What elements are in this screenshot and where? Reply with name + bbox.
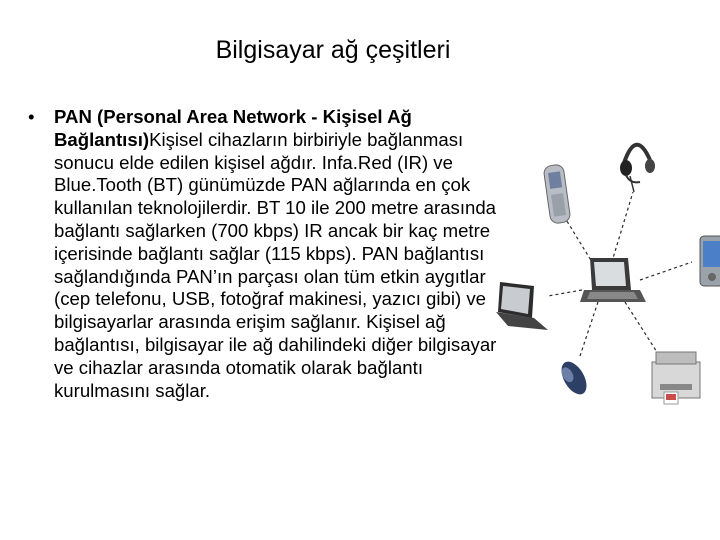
hub-laptop-icon [580,258,646,302]
pan-network-diagram [490,120,720,420]
link-mouse [580,302,598,356]
link-printer [625,302,662,360]
headset-icon [620,145,655,192]
printer-icon [652,352,700,404]
phone-icon [543,164,571,224]
mouse-icon [556,357,591,398]
link-laptop [548,290,582,296]
pda-icon [700,236,720,286]
bullet-dot: • [28,106,35,127]
bullet-description: Kişisel cihazların birbiriyle bağlanması sonucu elde edilen kişisel ağdır. Infa.Red (IR) ve Blue.Tooth (BT) günümüzde PAN ağlarında en çok kullanılan teknolojilerdir. BT 10 ile 200 metre arasında bağlantı sağlarken (700 kbps) IR ancak bir kaç metre içerisinde bağlantı sağlar (115 kbps). PAN bağlantısı sağlandığında PAN’ın parçası olan tüm etkin aygıtlar (cep telefonu, USB, fotoğraf makinesi, yazıcı gibi) ve bilgisayarlar arasında erişim sağlanır. Kişisel ağ bağlantısı, bilgisayar ile ağ dahilindeki diğer bilgisayar ve cihazlar arasında otomatik olarak bağlantı kurulmasını sağlar. [54,128,497,401]
bullet-term: PAN (Personal Area Network - Kişisel Ağ Bağlantısı) [54,106,412,150]
link-pda [640,262,692,280]
laptop-icon [496,282,548,330]
slide-title: Bilgisayar ağ çeşitleri [215,36,451,64]
link-headset [610,192,633,268]
bullet-item-pan [28,106,498,402]
bullet-list [28,106,498,402]
